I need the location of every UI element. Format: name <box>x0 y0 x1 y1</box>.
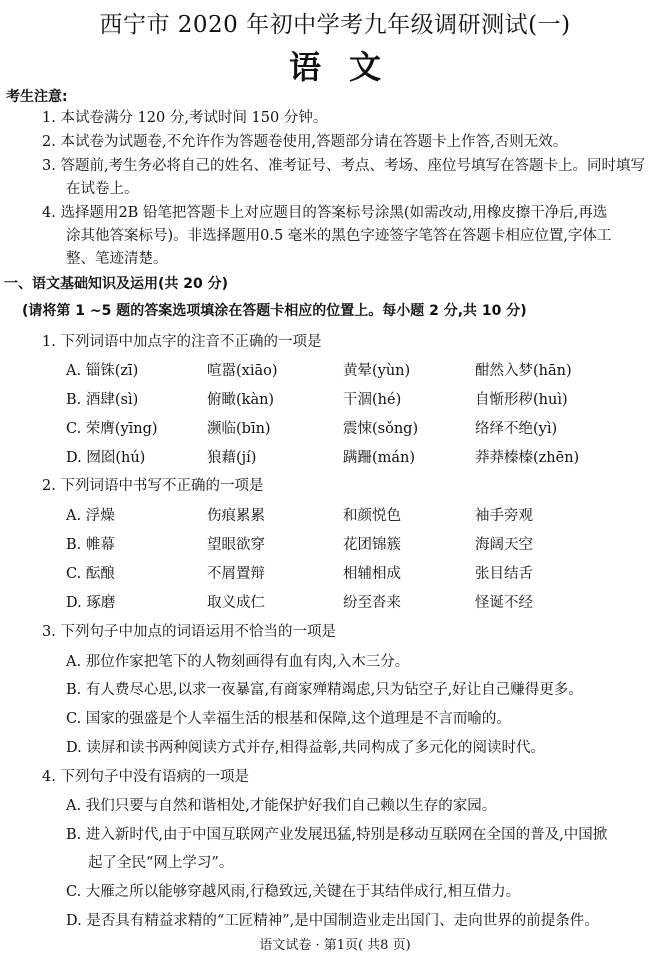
q1-option: 蹒跚(mán) <box>343 450 416 466</box>
q2-option: 张目结舌 <box>475 566 533 582</box>
q4-option: A. 我们只要与自然和谐相处,才能保护好我们自己赖以生存的家园。 <box>66 798 497 814</box>
section-heading: 一、语文基础知识及运用(共 20 分) <box>4 276 229 292</box>
q2-option: B. 帷幕 <box>66 537 115 553</box>
notice-heading: 考生注意: <box>6 89 68 105</box>
q3-option: D. 读屏和读书两种阅读方式并存,相得益彰,共同构成了多元化的阅读时代。 <box>66 740 546 756</box>
q1-option: 酣然入梦(hān) <box>475 363 572 379</box>
q2-option: 和颜悦色 <box>343 508 401 524</box>
q2-option: 望眼欲穿 <box>207 537 265 553</box>
q3-option: A. 那位作家把笔下的人物刻画得有血有肉,入木三分。 <box>66 654 410 670</box>
q1-option: 俯瞰(kàn) <box>207 392 275 408</box>
q4-option: 起了全民“网上学习”。 <box>88 855 234 871</box>
q3-option: B. 有人费尽心思,以求一夜暴富,有商家殚精竭虑,只为钻空子,好让自己赚得更多。 <box>66 682 583 698</box>
q2-option: A. 浮燥 <box>66 508 115 524</box>
q4-option: C. 大雁之所以能够穿越风雨,行稳致远,关键在于其结伴成行,相互借力。 <box>66 884 521 900</box>
q1-option: 狼藉(jí) <box>207 450 257 466</box>
q1-option: 震悚(sǒng) <box>343 421 419 437</box>
q2-option: 怪诞不经 <box>475 595 533 611</box>
q2-option: 花团锦簇 <box>343 537 401 553</box>
question-stem: 3. 下列句子中加点的词语运用不恰当的一项是 <box>42 624 336 640</box>
notice-item: 4. 选择题用2B 铅笔把答题卡上对应题目的答案标号涂黑(如需改动,用橡皮擦干净后,再选 <box>42 205 608 221</box>
page-footer: 语文试卷 · 第1页( 共8 页) <box>259 938 411 953</box>
notice-item: 2. 本试卷为试题卷,不允许作为答题卷使用,答题部分请在答题卡上作答,否则无效。 <box>42 134 568 150</box>
q1-option: 干涸(hé) <box>343 392 402 408</box>
q1-option: B. 酒肆(sì) <box>66 392 139 408</box>
question-stem: 1. 下列词语中加点字的注音不正确的一项是 <box>42 334 322 350</box>
q2-option: 袖手旁观 <box>475 508 533 524</box>
q1-option: 络绎不绝(yì) <box>475 421 558 437</box>
notice-item: 在试卷上。 <box>66 181 139 197</box>
notice-item: 整、笔迹清楚。 <box>66 251 168 267</box>
q4-option: D. 是否具有精益求精的“工匠精神”,是中国制造业走出国门、走向世界的前提条件。 <box>66 913 599 929</box>
q1-option: 喧嚣(xiāo) <box>207 363 278 379</box>
q1-option: C. 荣膺(yīng) <box>66 421 158 437</box>
q2-option: 相辅相成 <box>343 566 401 582</box>
q2-option: 伤痕累累 <box>207 508 265 524</box>
q1-option: 黄晕(yùn) <box>343 363 411 379</box>
notice-item: 涂其他答案标号)。非选择题用0.5 毫米的黑色字迹签字笔答在答题卡相应位置,字体工 <box>66 228 612 244</box>
question-stem: 4. 下列句子中没有语病的一项是 <box>42 769 249 785</box>
q2-option: 不屑置辩 <box>207 566 265 582</box>
q4-option: B. 进入新时代,由于中国互联网产业发展迅猛,特别是移动互联网在全国的普及,中国掀 <box>66 827 608 843</box>
subject-title: 语文 <box>288 48 409 86</box>
q1-option: 莽莽榛榛(zhēn) <box>475 450 580 466</box>
q1-option: 自惭形秽(huì) <box>475 392 568 408</box>
q2-option: C. 酝酿 <box>66 566 115 582</box>
q2-option: D. 琢磨 <box>66 595 116 611</box>
exam-title: 西宁市 2020 年初中学考九年级调研测试(一) <box>99 12 571 38</box>
notice-item: 1. 本试卷满分 120 分,考试时间 150 分钟。 <box>42 110 328 126</box>
q1-option: A. 锱铢(zī) <box>66 363 139 379</box>
q2-option: 海阔天空 <box>475 537 533 553</box>
question-stem: 2. 下列词语中书写不正确的一项是 <box>42 478 264 494</box>
q2-option: 纷至沓来 <box>343 595 401 611</box>
q1-option: D. 囫囵(hú) <box>66 450 146 466</box>
q3-option: C. 国家的强盛是个人幸福生活的根基和保障,这个道理是不言而喻的。 <box>66 711 511 727</box>
q1-option: 濒临(bīn) <box>207 421 271 437</box>
section-instruction: (请将第 1 ~5 题的答案选项填涂在答题卡相应的位置上。每小题 2 分,共 10 分) <box>22 303 527 319</box>
q2-option: 取义成仁 <box>207 595 265 611</box>
notice-item: 3. 答题前,考生务必将自己的姓名、准考证号、考点、考场、座位号填写在答题卡上。同时填写 <box>42 158 646 174</box>
